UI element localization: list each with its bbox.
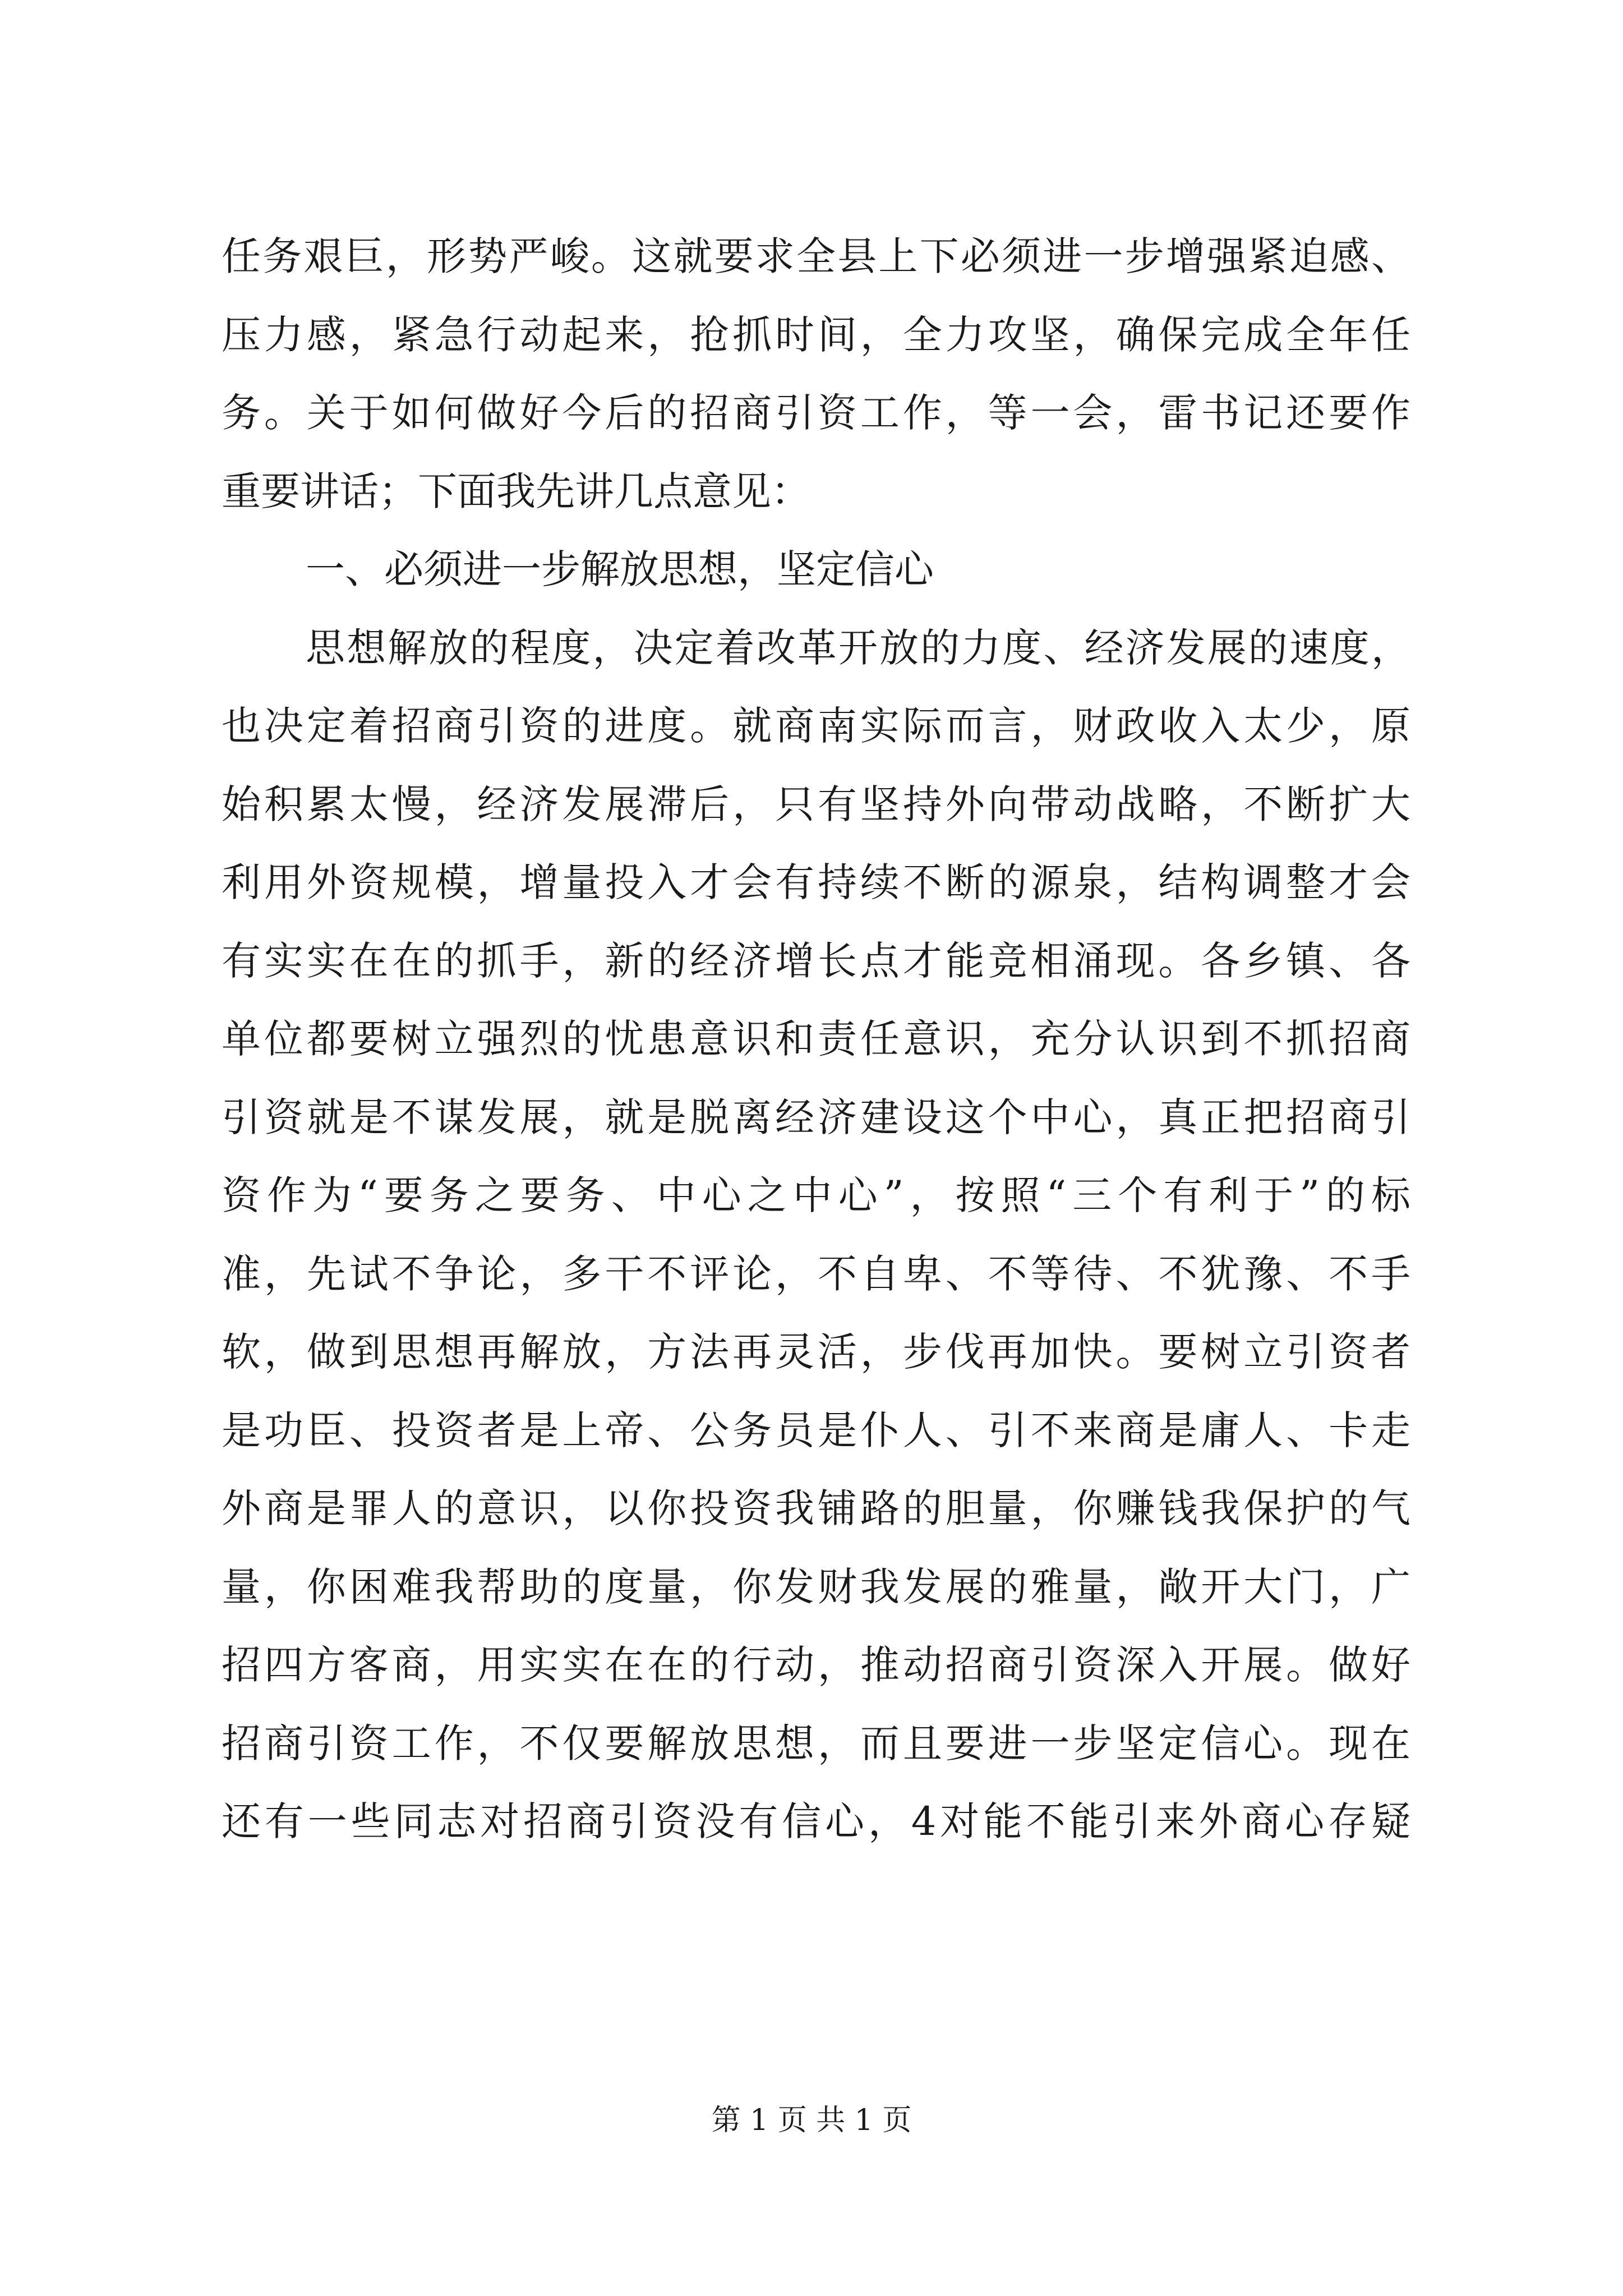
text-line: 有实实在在的抓手，新的经济增长点才能竞相涌现。各乡镇、各 (222, 937, 1410, 984)
section-heading: 一、必须进一步解放思想，坚定信心 (306, 546, 934, 592)
text-line: 任务艰巨，形势严峻。这就要求全县上下必须进一步增强紧迫感、 (222, 233, 1410, 279)
text-line: 利用外资规模，增量投入才会有持续不断的源泉，结构调整才会 (222, 859, 1410, 905)
document-body (222, 218, 1410, 1861)
text-line: 引资就是不谋发展，就是脱离经济建设这个中心，真正把招商引 (222, 1094, 1410, 1140)
text-line: 招四方客商，用实实在在的行动，推动招商引资深入开展。做好 (222, 1642, 1410, 1688)
text-line: 资作为“要务之要务、中心之中心”，按照“三个有利于”的标 (222, 1172, 1410, 1218)
text-line: 始积累太慢，经济发展滞后，只有坚持外向带动战略，不断扩大 (222, 781, 1410, 827)
text-line: 务。关于如何做好今后的招商引资工作，等一会，雷书记还要作 (222, 390, 1410, 436)
page-number-footer: 第 1 页 共 1 页 (711, 2104, 912, 2137)
text-line: 量，你困难我帮助的度量，你发财我发展的雅量，敞开大门，广 (222, 1563, 1410, 1610)
text-line: 压力感，紧急行动起来，抢抓时间，全力攻坚，确保完成全年任 (222, 311, 1410, 358)
text-line: 软，做到思想再解放，方法再灵活，步伐再加快。要树立引资者 (222, 1329, 1410, 1375)
text-line: 招商引资工作，不仅要解放思想，而且要进一步坚定信心。现在 (222, 1720, 1410, 1766)
text-line: 还有一些同志对招商引资没有信心，4对能不能引来外商心存疑 (222, 1798, 1410, 1844)
text-line: 准，先试不争论，多干不评论，不自卑、不等待、不犹豫、不手 (222, 1250, 1410, 1297)
text-line: 重要讲话；下面我先讲几点意见： (222, 468, 810, 514)
text-line: 是功臣、投资者是上帝、公务员是仆人、引不来商是庸人、卡走 (222, 1407, 1410, 1453)
text-line: 也决定着招商引资的进度。就商南实际而言，财政收入太少，原 (222, 703, 1410, 749)
text-line: 单位都要树立强烈的忧患意识和责任意识，充分认识到不抓招商 (222, 1016, 1410, 1062)
text-line: 思想解放的程度，决定着改革开放的力度、经济发展的速度， (306, 624, 1410, 671)
text-line: 外商是罪人的意识，以你投资我铺路的胆量，你赚钱我保护的气 (222, 1485, 1410, 1531)
